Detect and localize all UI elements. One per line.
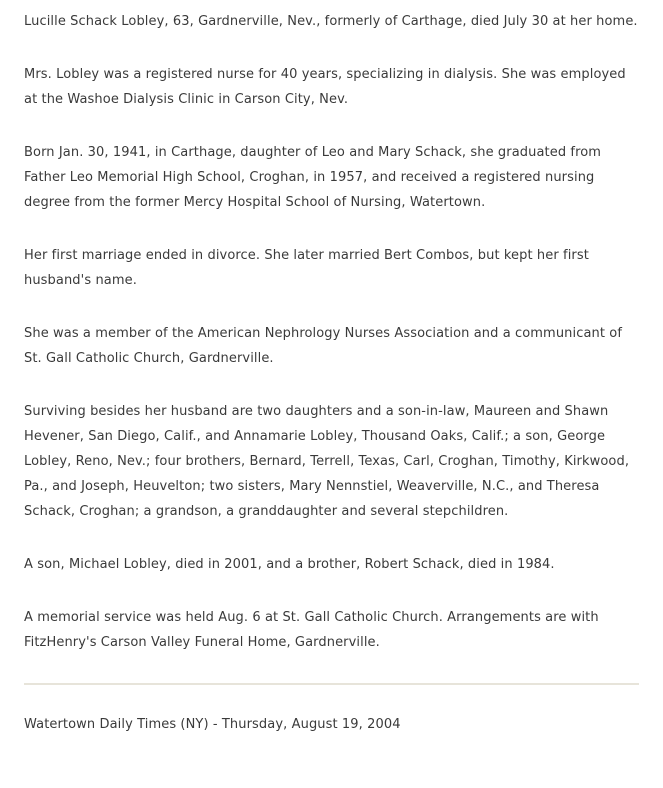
- obituary-paragraph-birth-education: Born Jan. 30, 1941, in Carthage, daughter of Leo and Mary Schack, she graduated from Father Leo Memorial High School, Croghan, in 1957, and received a registered nursing degree from the former Mercy Hospital School of Nursing, Watertown.: [24, 145, 602, 210]
- obituary-paragraph-marriage: Her first marriage ended in divorce. She later married Bert Combos, but kept her first husband's name.: [24, 248, 589, 288]
- obituary-paragraph-memberships: She was a member of the American Nephrology Nurses Association and a communicant of St. Gall Catholic Church, Gardnerville.: [24, 326, 623, 366]
- source-citation: Watertown Daily Times (NY) - Thursday, August 19, 2004: [24, 717, 401, 732]
- obituary-paragraph-service: A memorial service was held Aug. 6 at St. Gall Catholic Church. Arrangements are with FitzHenry's Carson Valley Funeral Home, Gardnerville.: [24, 610, 599, 650]
- obituary-paragraph-career: Mrs. Lobley was a registered nurse for 40 years, specializing in dialysis. She was employed at the Washoe Dialysis Clinic in Carson City, Nev.: [24, 67, 626, 107]
- obituary-paragraph-survivors: Surviving besides her husband are two daughters and a son-in-law, Maureen and Shawn Hevener, San Diego, Calif., and Annamarie Lobley, Thousand Oaks, Calif.; a son, George Lobley, Reno, Nev.; four brothers, Bernard, Terrell, Texas, Carl, Croghan, Timothy, Kirkwood, Pa., and Joseph, Heuvelton; two sisters, Mary Nennstiel, Weaverville, N.C., and Theresa Schack, Croghan; a grandson, a granddaughter and several stepchildren.: [24, 404, 630, 519]
- divider: [24, 683, 639, 685]
- obituary-paragraph-intro: Lucille Schack Lobley, 63, Gardnerville, Nev., formerly of Carthage, died July 30 at her home.: [24, 14, 638, 29]
- obituary-paragraph-predeceased: A son, Michael Lobley, died in 2001, and a brother, Robert Schack, died in 1984.: [24, 557, 555, 572]
